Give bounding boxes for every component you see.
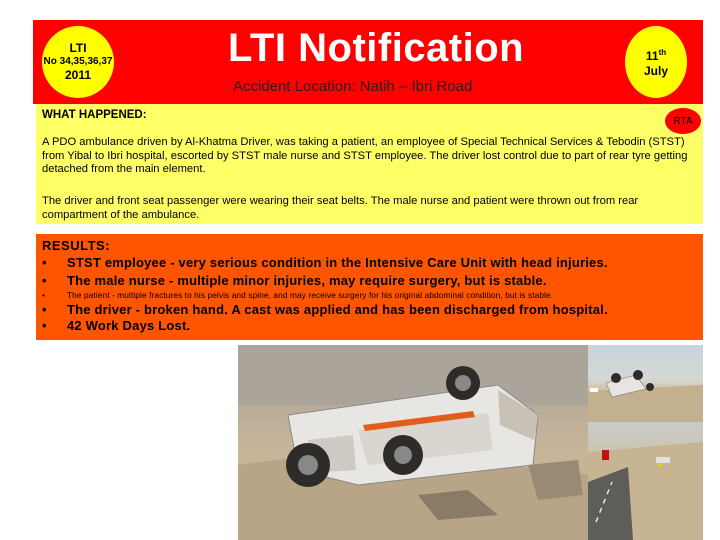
results-panel bbox=[36, 234, 703, 340]
result-item: • 42 Work Days Lost. bbox=[42, 318, 191, 333]
what-happened-panel bbox=[36, 104, 703, 224]
accident-location: Accident Location: Natih – Ibri Road bbox=[233, 78, 473, 95]
results-heading: RESULTS: bbox=[42, 238, 111, 253]
header-banner bbox=[33, 20, 703, 104]
what-happened-paragraph-2: The driver and front seat passenger were wearing their seat belts. The male nurse and patient were thrown out from rear compartment of the ambulance. bbox=[42, 195, 639, 221]
accident-photo-road bbox=[588, 422, 703, 540]
rta-tag: RTA bbox=[665, 108, 701, 134]
what-happened-paragraph-1: A PDO ambulance driven by Al-Khatma Driver, was taking a patient, an employee of Special Technical Services & Tebodin (STST) from Yibal to Ibri hospital, escorted by STST male nurse and STST employee. The driver lost control due to part of rear tyre getting detached from the main element. bbox=[42, 136, 688, 175]
result-item: • The patient - multiple fractures to his pelvis and spine, and may receive surgery for his original abdominal condition, but is stable. bbox=[42, 290, 554, 300]
lti-number-badge bbox=[42, 26, 114, 98]
badge-lti-numbers: No 34,35,36,37 bbox=[43, 55, 113, 67]
date-badge bbox=[625, 26, 687, 98]
date-day: 11th bbox=[645, 48, 667, 63]
result-item: • The driver - broken hand. A cast was applied and has been discharged from hospital. bbox=[42, 302, 608, 317]
accident-photo-main bbox=[238, 345, 588, 540]
what-happened-heading: WHAT HAPPENED: bbox=[42, 109, 147, 121]
page-title: LTI Notification bbox=[228, 26, 525, 70]
result-item: • The male nurse - multiple minor injuries, may require surgery, but is stable. bbox=[42, 273, 547, 288]
accident-photo-distant bbox=[588, 345, 703, 422]
badge-lti-year: 2011 bbox=[64, 67, 92, 82]
result-item: • STST employee - very serious condition in the Intensive Care Unit with head injuries. bbox=[42, 255, 608, 270]
badge-lti-label: LTI bbox=[69, 40, 87, 55]
date-month: July bbox=[643, 64, 668, 78]
